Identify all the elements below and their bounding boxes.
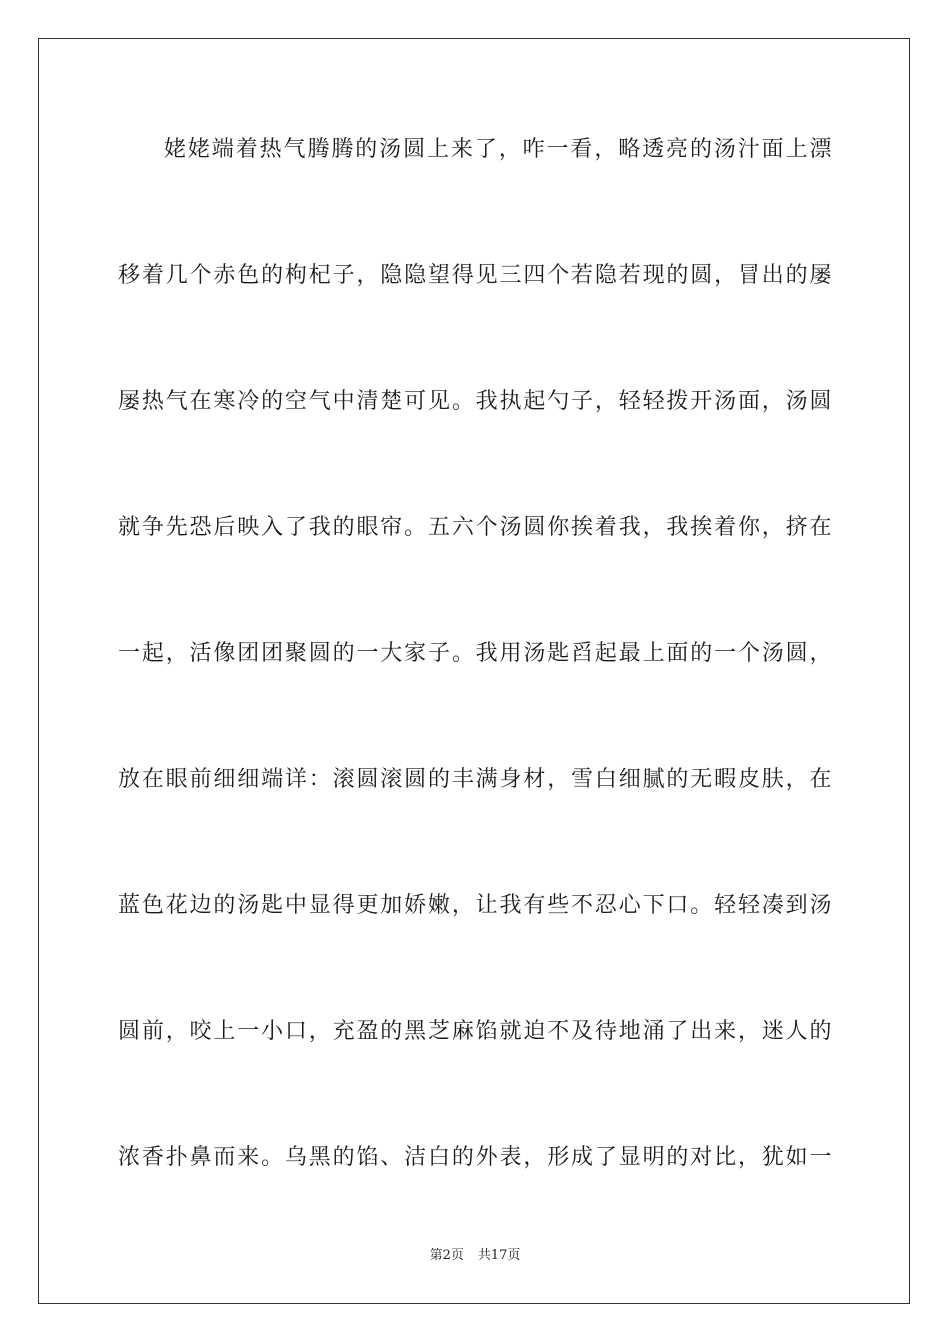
text-line: 浓香扑鼻而来。乌黑的馅、洁白的外表，形成了显明的对比，犹如一: [118, 1145, 832, 1170]
text-line: 姥姥端着热气腾腾的汤圆上来了，咋一看，略透亮的汤汁面上漂: [164, 137, 832, 162]
page-border: [38, 38, 910, 1304]
text-line: 屡热气在寒冷的空气中清楚可见。我执起勺子，轻轻拨开汤面，汤圆: [118, 389, 832, 414]
text-line: 圆前，咬上一小口，充盈的黑芝麻馅就迫不及待地涌了出来，迷人的: [118, 1019, 832, 1044]
text-line: 放在眼前细细端详：滚圆滚圆的丰满身材，雪白细腻的无暇皮肤，在: [118, 767, 832, 792]
text-line: 就争先恐后映入了我的眼帘。五六个汤圆你挨着我，我挨着你，挤在: [118, 515, 832, 540]
text-line: 一起，活像团团聚圆的一大家子。我用汤匙舀起最上面的一个汤圆，: [118, 641, 832, 666]
page-footer: [0, 1248, 950, 1264]
text-line: 蓝色花边的汤匙中显得更加娇嫩，让我有些不忍心下口。轻轻凑到汤: [118, 893, 832, 918]
page-number: 第2页: [429, 1248, 464, 1263]
page-total: 共17页: [477, 1248, 521, 1263]
text-line: 移着几个赤色的枸杞子，隐隐望得见三四个若隐若现的圆，冒出的屡: [118, 263, 832, 288]
